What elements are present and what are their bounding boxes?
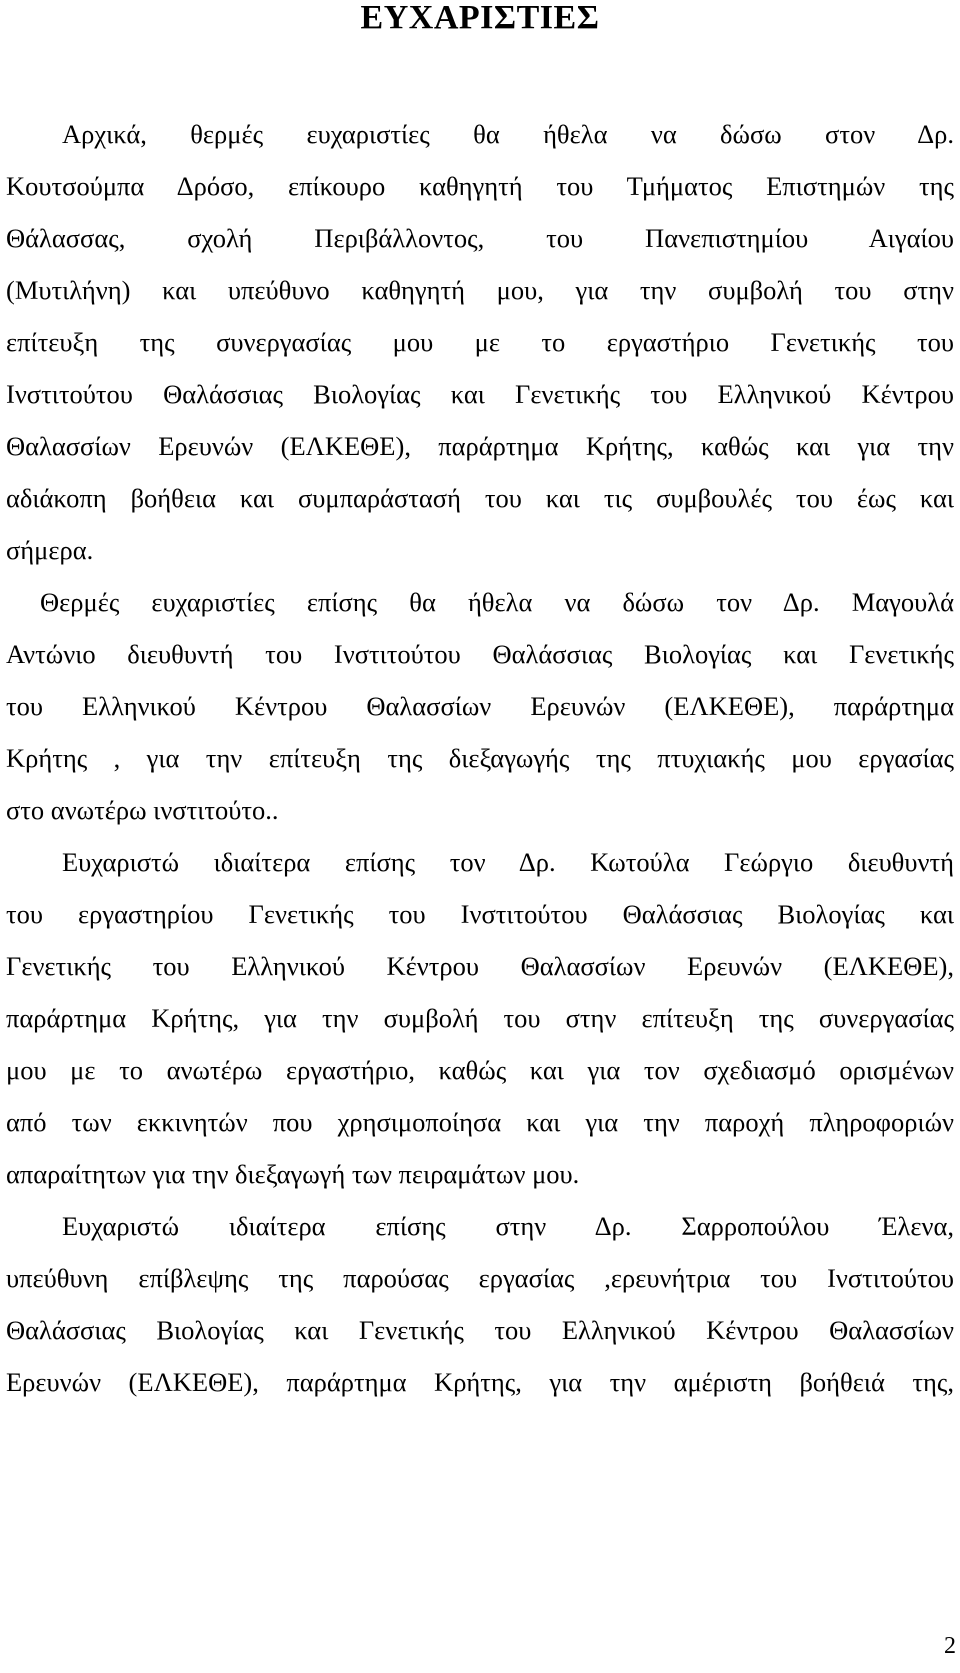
text-line: Κουτσούμπα Δρόσο, επίκουρο καθηγητή του Τμήματος Επιστημών της	[6, 171, 954, 201]
text-line: σήμερα.	[6, 535, 94, 565]
text-line: Αντώνιο διευθυντή του Ινστιτούτου Θαλάσσιας Βιολογίας και Γενετικής	[6, 639, 954, 669]
text-line: Ευχαριστώ ιδιαίτερα επίσης τον Δρ. Κωτούλα Γεώργιο διευθυντή	[62, 847, 954, 877]
page-title: ΕΥΧΑΡΙΣΤΙΕΣ	[360, 0, 600, 36]
text-line: μου με το ανωτέρω εργαστήριο, καθώς και για τον σχεδιασμό ορισμένων	[6, 1055, 954, 1085]
text-line: Κρήτης , για την επίτευξη της διεξαγωγής της πτυχιακής μου εργασίας	[6, 743, 954, 773]
text-line: από των εκκινητών που χρησιμοποίησα και για την παροχή πληροφοριών	[6, 1107, 954, 1137]
text-line: επίτευξη της συνεργασίας μου με το εργαστήριο Γενετικής του	[6, 327, 954, 357]
text-line: Θάλασσας, σχολή Περιβάλλοντος, του Πανεπιστημίου Αιγαίου	[6, 223, 954, 253]
text-line: του εργαστηρίου Γενετικής του Ινστιτούτου Θαλάσσιας Βιολογίας και	[6, 899, 954, 929]
text-line: αδιάκοπη βοήθεια και συμπαράστασή του και τις συμβουλές του έως και	[6, 483, 954, 513]
text-line: Ινστιτούτου Θαλάσσιας Βιολογίας και Γενετικής του Ελληνικού Κέντρου	[6, 379, 954, 409]
text-line: στο ανωτέρω ινστιτούτο..	[6, 795, 279, 825]
text-line: Θαλασσίων Ερευνών (ΕΛΚΕΘΕ), παράρτημα Κρήτης, καθώς και για την	[6, 431, 954, 461]
page-number: 2	[944, 1633, 956, 1659]
text-line: Ερευνών (ΕΛΚΕΘΕ), παράρτημα Κρήτης, για την αμέριστη βοήθειά της,	[6, 1367, 954, 1397]
text-line: απαραίτητων για την διεξαγωγή των πειραμάτων μου.	[6, 1159, 580, 1189]
text-line: Θαλάσσιας Βιολογίας και Γενετικής του Ελληνικού Κέντρου Θαλασσίων	[6, 1315, 954, 1345]
text-line: (Μυτιλήνη) και υπεύθυνο καθηγητή μου, για την συμβολή του στην	[6, 275, 954, 305]
text-line: παράρτημα Κρήτης, για την συμβολή του στην επίτευξη της συνεργασίας	[6, 1003, 954, 1033]
text-line: Θερμές ευχαριστίες επίσης θα ήθελα να δώσω τον Δρ. Μαγουλά	[40, 587, 954, 617]
text-line: του Ελληνικού Κέντρου Θαλασσίων Ερευνών (ΕΛΚΕΘΕ), παράρτημα	[6, 691, 954, 721]
text-line: Γενετικής του Ελληνικού Κέντρου Θαλασσίων Ερευνών (ΕΛΚΕΘΕ),	[6, 951, 954, 981]
text-line: υπεύθυνη επίβλεψης της παρούσας εργασίας ,ερευνήτρια του Ινστιτούτου	[6, 1263, 954, 1293]
text-line: Αρχικά, θερμές ευχαριστίες θα ήθελα να δώσω στον Δρ.	[62, 119, 954, 149]
text-line: Ευχαριστώ ιδιαίτερα επίσης στην Δρ. Σαρροπούλου Έλενα,	[62, 1211, 954, 1241]
